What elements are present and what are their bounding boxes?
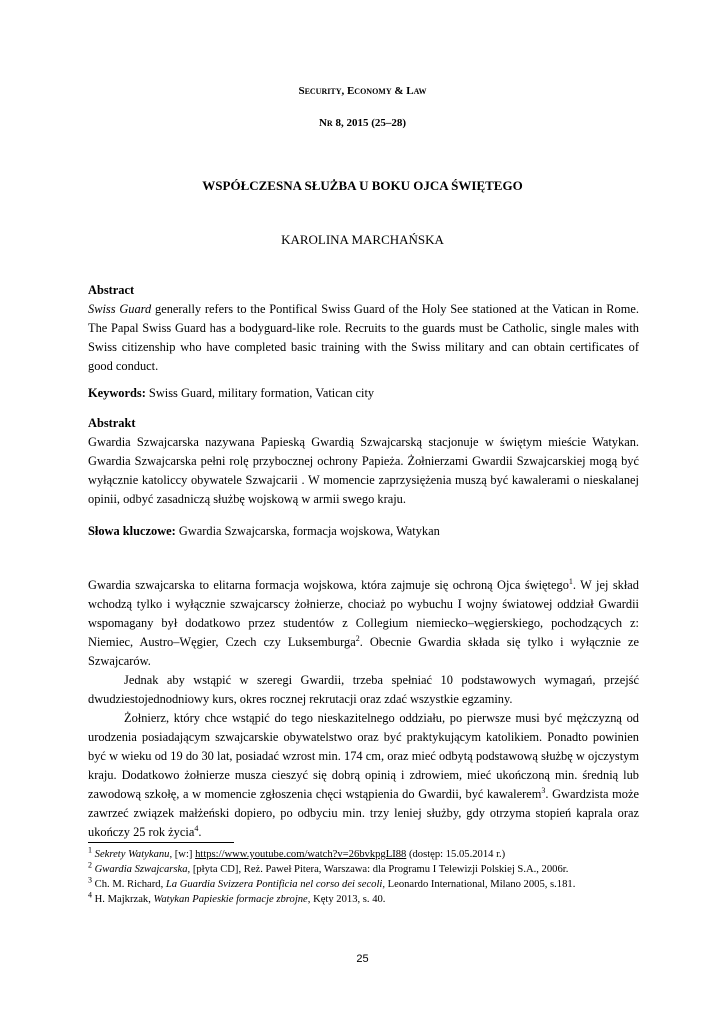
abstract-pl-heading: Abstrakt	[88, 416, 136, 430]
body-text-run: . Gwardzista może zawrzeć związek małżeński dopiero, po odbyciu min. trzy leniej służby, gdy otrzyma stopień kaprala oraz ukończy 25 rok życia	[88, 787, 639, 839]
footnote-title: Sekrety Watykanu,	[94, 849, 173, 860]
body-text-run: Gwardia szwajcarska to elitarna formacja wojskowa, która zajmuje się ochroną Ojca świętego	[88, 578, 569, 592]
footnote-1	[88, 845, 639, 862]
footnote-text: Ch. M. Richard,	[94, 879, 166, 890]
footnotes	[88, 845, 639, 908]
abstract-pl-text: Gwardia Szwajcarska nazywana Papieską Gwardią Szwajcarską stacjonuje w świętym mieście Watykan. Gwardia Szwajcarska pełni rolę przybocznej ochrony Papieża. Żołnierzami Gwardii Szwajcarskiej mogą być wyłącznie katoliccy obywatele Szwajcarii . W momencie zaprzysiężenia muszą być kawalerami o nieskalanej opinii, odbyć zasadniczą służbę wojskową w armii swego kraju.	[88, 435, 639, 506]
abstract-en-body: generally refers to the Pontifical Swiss Guard of the Holy See stationed at the Vatican in Rome. The Papal Swiss Guard has a bodyguard-like role. Recruits to the guards must be Catholic, single males with Swiss citizenship who have completed basic training with the Swiss military and can obtain certificates of good conduct.	[88, 302, 639, 373]
footnote-ref-4[interactable]: 4	[194, 823, 199, 833]
footnote-number: 2	[88, 860, 92, 870]
abstract-en-lead: Swiss Guard	[88, 302, 152, 316]
footnote-3	[88, 875, 639, 892]
footnote-4	[88, 890, 639, 907]
footnote-2	[88, 860, 639, 877]
footnote-title: Watykan Papieskie formacje zbrojne	[153, 894, 308, 905]
body-paragraph-2: Jednak aby wstąpić w szeregi Gwardii, trzeba spełniać 10 podstawowych wymagań, przejść dwudziestojednodniowy kurs, okres rocznej rekrutacji oraz zdać wszystkie egzaminy.	[88, 673, 639, 706]
footnote-number: 1	[88, 845, 92, 855]
article-author: KAROLINA MARCHAŃSKA	[281, 232, 444, 247]
keywords-en-text: Swiss Guard, military formation, Vatican city	[145, 386, 375, 400]
footnote-ref-2[interactable]: 2	[355, 633, 360, 643]
journal-name: Security, Economy & Law	[298, 85, 427, 97]
footnote-number: 3	[88, 875, 92, 885]
footnote-text: (dostęp: 15.05.2014 r.)	[406, 849, 506, 860]
body-text-run: . W jej skład wchodzą tylko i wyłącznie szwajcarscy żołnierze, chociaż po wybuchu I wojny światowej oddział Gwardii wspomagany był dodatkowo przez studentów z Collegium niemiecko–węgierskiego, pochodzących z: Niemiec, Austro–Węgier, Czech czy Luksemburga	[88, 578, 639, 649]
abstract-en-text	[88, 300, 639, 376]
issue-number: Nr 8, 2015 (25–28)	[318, 117, 407, 129]
footnote-ref-3[interactable]: 3	[541, 785, 546, 795]
abstract-en-heading: Abstract	[88, 283, 135, 297]
body-text-run: Żołnierz, który chce wstąpić do tego nieskazitelnego oddziału, po pierwsze musi być mężczyzną od urodzenia posiadającym szwajcarskie obywatelstwo oraz być praktykującym katolikiem. Ponadto powinien być w wieku od 19 do 30 lat, posiadać wzrost min. 174 cm, oraz mieć odbytą podstawową służbę w ojczystym kraju. Dodatkowo żołnierze musza cieszyć się dobrą opinią i zdrowiem, mieć ukończoną min. średnią lub zawodową szkołę, a w momencie zgłoszenia chęci wstąpienia do Gwardii, być kawalerem	[88, 711, 639, 801]
footnote-text: , Kęty 2013, s. 40.	[307, 894, 386, 905]
body-text	[88, 576, 639, 842]
keywords-pl-text: Gwardia Szwajcarska, formacja wojskowa, Watykan	[175, 524, 440, 538]
footnote-divider	[88, 842, 234, 843]
footnote-text: [płyta CD], Reż. Paweł Pitera, Warszawa: dla Programu I Telewizji Polskiej S.A., 2006r.	[190, 864, 569, 875]
footnote-title: Gwardia Szwajcarska,	[94, 864, 191, 875]
page-number: 25	[356, 953, 369, 965]
keywords-pl	[88, 522, 639, 541]
body-paragraph-1	[88, 576, 639, 671]
footnote-text: Leonardo International, Milano 2005, s.181.	[385, 879, 576, 890]
body-text-run: .	[198, 825, 202, 839]
footnote-text: [w:]	[172, 849, 196, 860]
footnote-title: La Guardia Svizzera Pontificia nel corso dei secoli,	[165, 879, 385, 890]
footnote-link[interactable]: https://www.youtube.com/watch?v=26bvkpgLI88	[195, 849, 407, 860]
article-title: WSPÓŁCZESNA SŁUŻBA U BOKU OJCA ŚWIĘTEGO	[202, 178, 523, 193]
keywords-en-label: Keywords:	[88, 386, 146, 400]
keywords-pl-label: Słowa kluczowe:	[88, 524, 176, 538]
footnote-number: 4	[88, 890, 92, 900]
keywords-en	[88, 384, 639, 403]
abstract-en	[88, 281, 639, 376]
body-paragraph-3	[88, 709, 639, 842]
abstract-pl	[88, 414, 639, 509]
body-text-run: . Obecnie Gwardia składa się tylko i wyłącznie ze Szwajcarów.	[88, 635, 639, 668]
footnote-text: H. Majkrzak,	[94, 894, 154, 905]
footnote-ref-1[interactable]: 1	[568, 576, 573, 586]
